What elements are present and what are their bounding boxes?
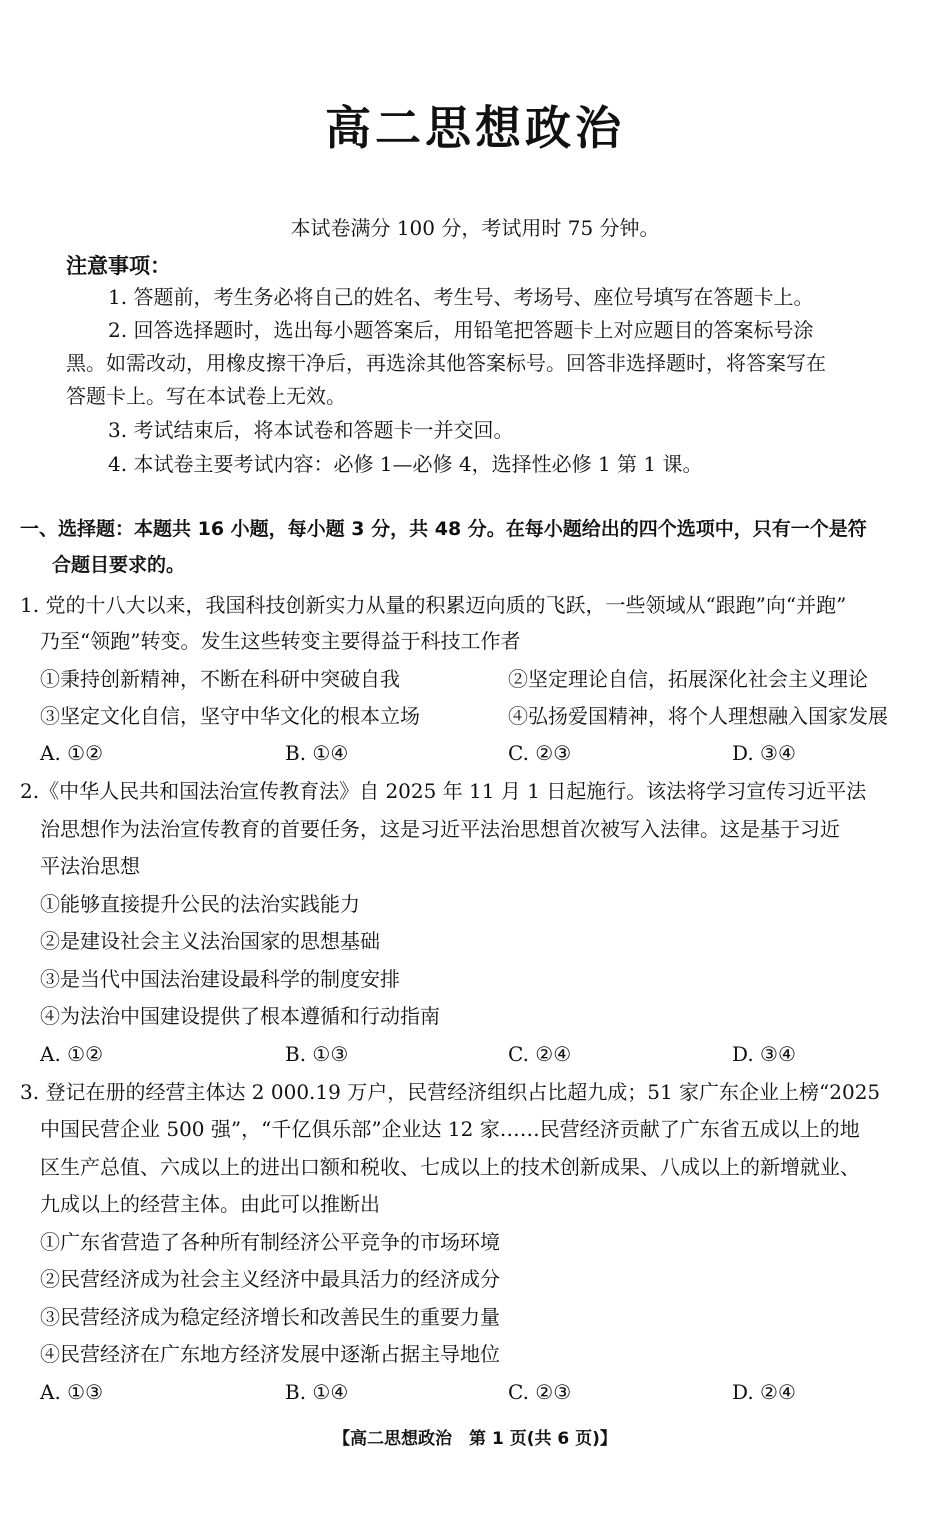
question-1-item: ③坚定文化自信，坚守中华文化的根本立场 <box>40 704 420 728</box>
question-1-choice-a: A. ①② <box>40 741 104 765</box>
question-3-choice-b: B. ①④ <box>285 1380 349 1404</box>
question-3-stem: 九成以上的经营主体。由此可以推断出 <box>40 1192 380 1216</box>
notice-line: 4. 本试卷主要考试内容：必修 1—必修 4，选择性必修 1 第 1 课。 <box>108 452 703 476</box>
question-1-stem: 乃至“领跑”转变。发生这些转变主要得益于科技工作者 <box>40 629 521 653</box>
notice-line: 1. 答题前，考生务必将自己的姓名、考生号、考场号、座位号填写在答题卡上。 <box>108 285 814 309</box>
question-2-stem: 治思想作为法治宣传教育的首要任务，这是习近平法治思想首次被写入法律。这是基于习近 <box>40 817 840 841</box>
page-footer: 【高二思想政治 第 1 页(共 6 页)】 <box>333 1429 617 1449</box>
question-2-item: ④为法治中国建设提供了根本遵循和行动指南 <box>40 1004 440 1028</box>
question-2-item: ①能够直接提升公民的法治实践能力 <box>40 892 360 916</box>
question-1-stem: 1. 党的十八大以来，我国科技创新实力从量的积累迈向质的飞跃，一些领域从“跟跑”向“并跑” <box>20 593 847 617</box>
question-2-item: ③是当代中国法治建设最科学的制度安排 <box>40 967 400 991</box>
notice-line: 黑。如需改动，用橡皮擦干净后，再选涂其他答案标号。回答非选择题时，将答案写在 <box>66 351 826 375</box>
question-2-stem: 2.《中华人民共和国法治宣传教育法》自 2025 年 11 月 1 日起施行。该法将学习宣传习近平法 <box>20 779 867 803</box>
question-2-choice-d: D. ③④ <box>732 1042 796 1066</box>
question-1-item: ②坚定理论自信，拓展深化社会主义理论 <box>508 667 868 691</box>
question-1-item: ①秉持创新精神，不断在科研中突破自我 <box>40 667 400 691</box>
question-1-choice-b: B. ①④ <box>285 741 349 765</box>
question-3-item: ②民营经济成为社会主义经济中最具活力的经济成分 <box>40 1267 500 1291</box>
notice-line: 2. 回答选择题时，选出每小题答案后，用铅笔把答题卡上对应题目的答案标号涂 <box>108 318 814 342</box>
question-3-stem: 3. 登记在册的经营主体达 2 000.19 万户，民营经济组织占比超九成；51 家广东企业上榜“2025 <box>20 1080 881 1104</box>
question-2-choice-a: A. ①② <box>40 1042 104 1066</box>
question-1-item: ④弘扬爱国精神，将个人理想融入国家发展 <box>508 704 888 728</box>
notice-heading: 注意事项： <box>66 254 171 278</box>
question-3-stem: 区生产总值、六成以上的进出口额和税收、七成以上的技术创新成果、八成以上的新增就业、 <box>40 1155 860 1179</box>
question-2-choice-c: C. ②④ <box>508 1042 572 1066</box>
question-3-choice-c: C. ②③ <box>508 1380 572 1404</box>
question-1-choice-c: C. ②③ <box>508 741 572 765</box>
exam-info: 本试卷满分 100 分，考试用时 75 分钟。 <box>290 216 660 240</box>
section-heading: 一、选择题：本题共 16 小题，每小题 3 分，共 48 分。在每小题给出的四个选项中，只有一个是符 <box>20 518 867 540</box>
question-3-choice-a: A. ①③ <box>40 1380 104 1404</box>
question-2-item: ②是建设社会主义法治国家的思想基础 <box>40 929 380 953</box>
question-3-item: ③民营经济成为稳定经济增长和改善民生的重要力量 <box>40 1305 500 1329</box>
question-3-item: ④民营经济在广东地方经济发展中逐渐占据主导地位 <box>40 1342 500 1366</box>
question-2-choice-b: B. ①③ <box>285 1042 349 1066</box>
question-3-item: ①广东省营造了各种所有制经济公平竞争的市场环境 <box>40 1230 500 1254</box>
notice-line: 答题卡上。写在本试卷上无效。 <box>66 384 346 408</box>
question-2-stem: 平法治思想 <box>40 854 140 878</box>
question-1-choice-d: D. ③④ <box>732 741 796 765</box>
page-title: 高二思想政治 <box>325 101 625 155</box>
section-heading-cont: 合题目要求的。 <box>52 554 186 576</box>
question-3-choice-d: D. ②④ <box>732 1380 796 1404</box>
notice-line: 3. 考试结束后，将本试卷和答题卡一并交回。 <box>108 418 514 442</box>
question-3-stem: 中国民营企业 500 强”，“千亿俱乐部”企业达 12 家……民营经济贡献了广东省五成以上的地 <box>40 1117 860 1141</box>
